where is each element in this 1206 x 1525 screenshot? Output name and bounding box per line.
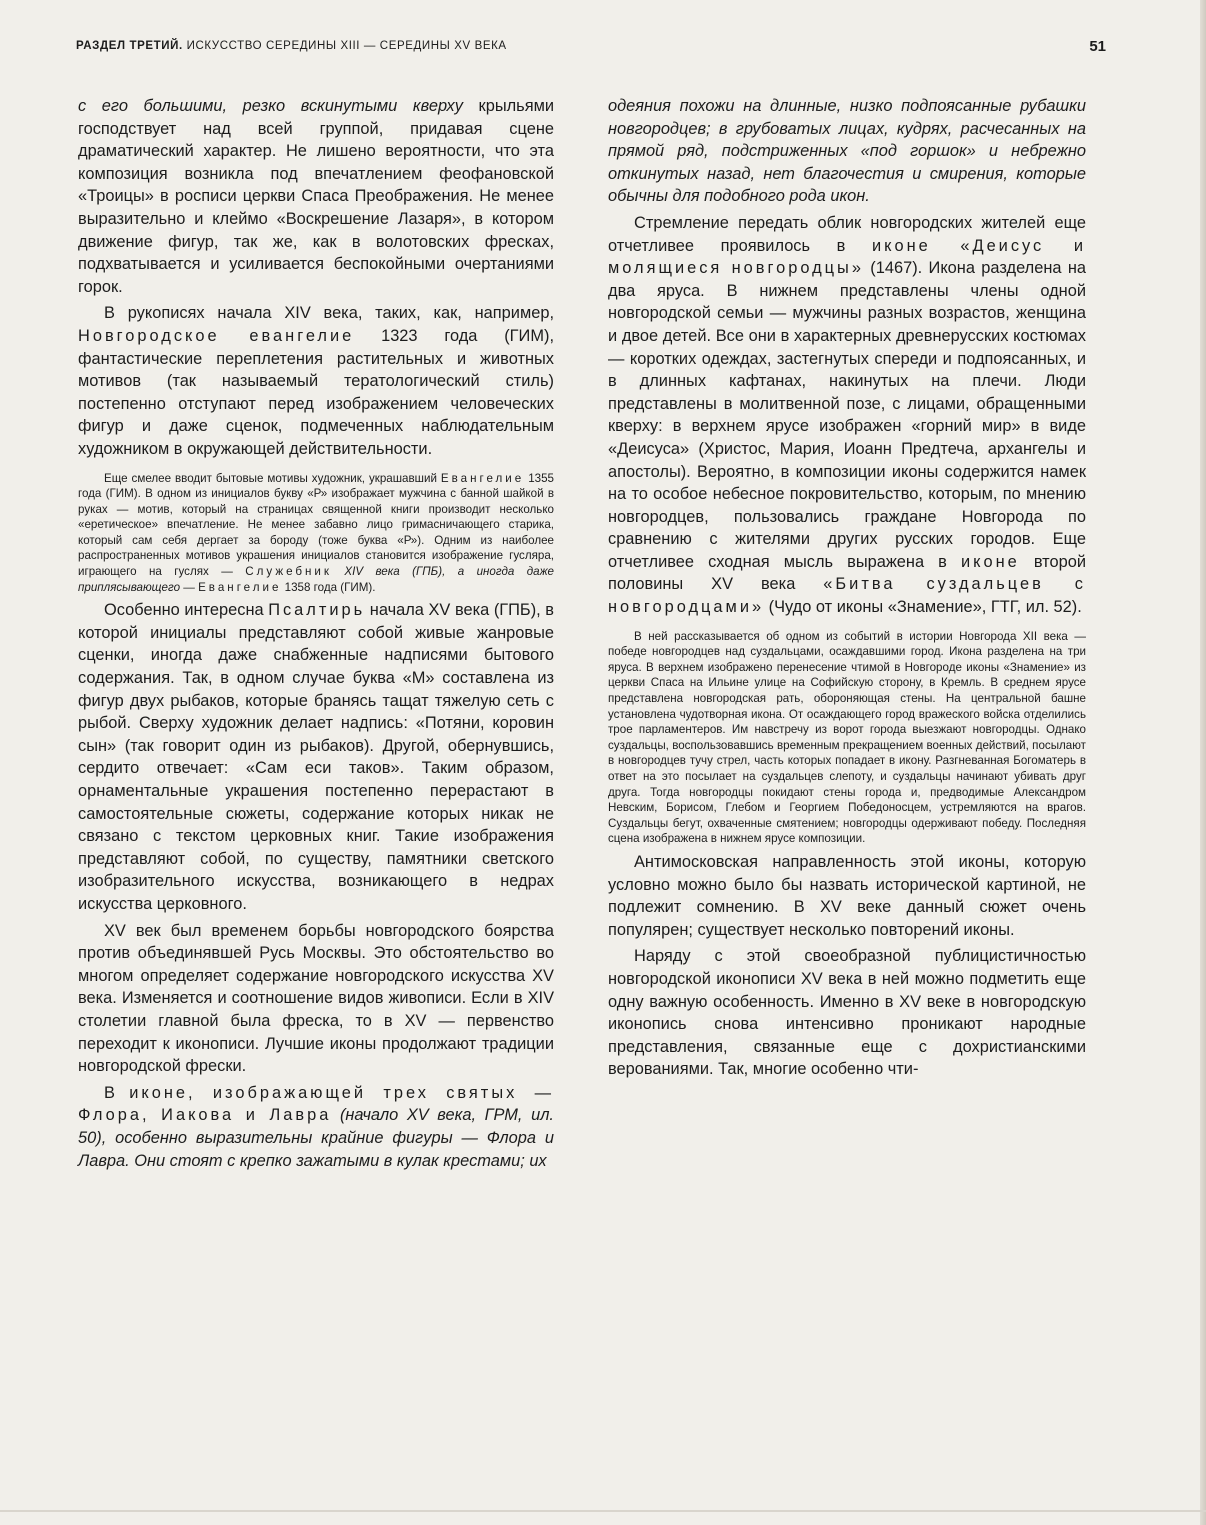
section-label: РАЗДЕЛ ТРЕТИЙ. [76,40,183,52]
paragraph [78,302,554,460]
page-number: 51 [1089,38,1106,55]
text: второй половины XV века [608,552,1086,594]
scan-artifact-line [0,1510,1206,1512]
spaced-title: Евангелие [198,580,282,594]
paragraph [78,1082,554,1172]
small-print-paragraph: В ней рассказывается об одном из событий в истории Новгорода XII века — победе новгородцев над суздальцами, осаждавшими город. Икона разделена на три яруса. В верхнем изображено перенесение чтимой в Новгороде иконы «Знамение» из церкви Спаса на Ильине улице на Софийскую сторону, в Кремль. В среднем ярусе представлена новгородская рать, обороняющая стены. На центральной башне установлена чудотворная икона. От осаждающего город вражеского войска отделились трое парламентеров. Им навстречу из ворот города выезжают новгородцы. Однако суздальцы, воспользовавшись временным прекращением военных действий, посылают в новгородцев тучу стрел, часть которых попадает в икону. Разгневанная Богоматерь в ответ на это посылает на суздальцев слепоту, и суздальцы начинают убивать друг друга. Тогда новгородцы покидают стены города и, предводимые Александром Невским, Борисом, Глебом и Георгием Победоносцем, устремляются на врагов. Суздальцы бегут, охваченные смятением; новгородцы одерживают победу. Последняя сцена изображена в нижнем ярусе композиции. [608,629,1086,846]
text: В [104,1083,130,1102]
text: (1467). Икона разделена на два яруса. В нижнем представлены члены одной новгородской семьи — мужчины разных возрастов, женщина и двое детей. Все они в характерных древнерусских костюмах — коротких одеждах, застегнутых спереди и подпоясанных, и в длинных кафтанах, накинутых на плечи. Люди представлены в молитвенной позе, с лицами, обращенными кверху: в верхнем ярусе изображен «горний мир» в виде «Деисуса» (Христос, Мария, Иоанн Предтеча, архангелы и апостолы). Вероятно, в композиции иконы содержится намек на то особое небесное покровительство, которым, по мнению новгородцев, пользовались граждане Новгорода по сравнению с жителями других русских городов. Еще отчетливее сходная мысль выражена в [608,259,1086,571]
spaced-title: Новгородское евангелие [78,326,355,345]
paragraph: XV век был временем борьбы новгородского боярства против объединявшей Русь Москвы. Это обстоятельство во многом определяет содержание новгородского искусства XV века. Изменяется и соотношение видов живописи. Если в XIV столетии главной была фреска, то в XV — первенство переходит к иконописи. Лучшие иконы продолжают традиции новгородской фрески. [78,921,554,1076]
section-title: ИСКУССТВО СЕРЕДИНЫ XIII — СЕРЕДИНЫ XV ВЕКА [186,40,507,52]
paragraph: Наряду с этой своеобразной публицистичностью новгородской иконописи XV века в ней можно подметить еще одну важную особенность. Именно в XV веке в новгородскую иконопись снова интенсивно проникают народные представления, связанные еще с дохристианскими верованиями. Так, многие особенно чти- [608,947,1086,1079]
text: крыльями господствует над всей группой, придавая сцене драматический характер. Не лишено вероятности, что эта композиция возникла под впечатлением феофановской «Троицы» в росписи церкви Спаса Преображения. Не менее выразительно и клеймо «Воскрешение Лазаря», в котором движение фигур, так же, как в волотовских фресках, подхватывается и усиливается беспокойными очертаниями горок. [78,97,555,296]
text: В рукописях начала XIV века, таких, как, например, [104,304,554,323]
spaced-title: иконе [960,552,1020,571]
running-header [76,40,1106,66]
italic-text: одеяния похожи на длинные, низко подпоясанные рубашки новгородцев; в грубоватых лицах, кудрях, расчесанных на прямой ряд, подстриженных «под горшок» и небрежно откинутых назад, нет благочестия и смирения, которые обычны для подобного рода икон. [608,97,1086,206]
spaced-title: Евангелие [440,471,525,485]
italic-text: с его большими, резко вскинутыми кверху [78,97,463,115]
paragraph: Антимосковская направленность этой иконы, которую условно можно было бы назвать исторической картиной, не подлежит сомнению. В XV веке данный сюжет очень популярен; существует несколько повторений иконы. [608,852,1086,939]
text: 1355 года (ГИМ). В одном из инициалов букву «Р» изображает мужчина с банной шайкой в руках — мотив, который на страницах священной книги производит несколько «еретическое» впечатление. Не менее забавно лицо гримасничающего старика, который сам себя дергает за бороду (тоже буква «Р»). Одним из наиболее распространенных мотивов украшения инициалов становится изображение гусляра, играющего на гуслях — [78,471,554,579]
text: Особенно интересна [104,601,269,620]
text: начала XV века (ГПБ), в которой инициалы представляют собой живые жанровые сценки, иногда даже снабженные надписями бытового содержания. Так, в одном случае буква «М» составлена из фигур двух рыбаков, которые бранясь тащат тяжелую сеть с рыбой. Сверху художник делает надпись: «Потяни, коровин сын» (так говорит один из рыбаков). Другой, обернувшись, сердито отвечает: «Сам еси таков». Таким образом, орнаментальные украшения постепенно перерастают в самостоятельные сюжеты, содержание которых никак не связано с текстом церковных книг. Такие изображения представляют собой, по существу, памятники светского изобразительного искусства, возникающего в недрах искусства церковного. [78,601,554,913]
text: 1358 года (ГИМ). [281,580,376,594]
spaced-title: Служебник [245,565,332,579]
text: 1323 года (ГИМ), фантастические переплетения растительных и животных мотивов (так называемый тератологический стиль) постепенно отступают перед изображением человеческих фигур и даже сценок, подмеченных наблюдательным художником в окружающей действительности. [78,326,554,458]
page-edge-shadow [1200,0,1206,1525]
italic-text: (начало XV века, ГРМ, ил. 50), особенно выразительны крайние фигуры — Флора и Лавра. Они стоят с крепко зажатыми в кулак крестами; их [78,1106,554,1170]
paragraph [78,599,554,915]
spaced-title: Псалтирь [268,601,366,620]
small-print-paragraph [78,471,554,596]
paragraph [608,95,1086,208]
paragraph [78,95,554,298]
left-column [78,95,554,1172]
text: Стремление передать облик новгородских жителей еще отчетливее проявилось в [608,213,1086,255]
spaced-title: «Битва суздальцев с новгородцами» [608,575,1086,617]
text: Еще смелее вводит бытовые мотивы художник, украшавший [104,471,441,485]
spaced-title: иконе «Деисус и молящиеся новгородцы» [608,236,1086,278]
text: (Чудо от иконы «Знамение», ГТГ, ил. 52). [764,598,1082,617]
italic-text: XIV века (ГПБ), а иногда даже приплясывающего — [78,565,555,594]
right-column [608,95,1086,1081]
paragraph [608,212,1086,619]
spaced-title: иконе, изображающей трех святых — Флора, Иакова и Лавра [78,1083,554,1125]
